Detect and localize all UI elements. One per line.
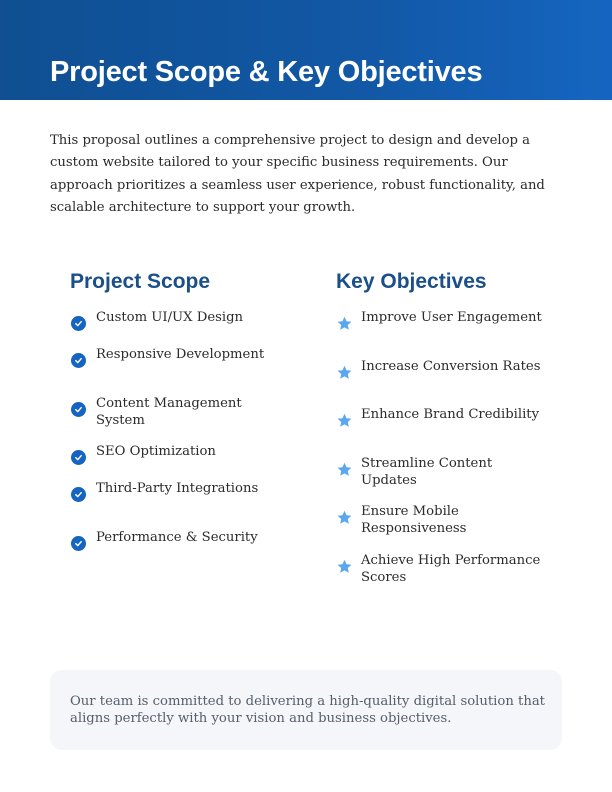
- scope-item-label: Third-Party Integrations: [96, 481, 259, 496]
- check-circle-icon: [71, 487, 86, 502]
- scope-item-label: SEO Optimization: [96, 444, 216, 459]
- scope-item: [71, 396, 251, 429]
- commitment-callout: [50, 670, 562, 750]
- objective-item: [336, 359, 551, 381]
- scope-item: [71, 310, 271, 331]
- objective-item: [336, 310, 551, 332]
- scope-item-label: Custom UI/UX Design: [96, 310, 244, 325]
- intro-paragraph: This proposal outlines a comprehensive project to design and develop a custom website tailored to your specific business requirements. Our approach prioritizes a seamless user experience, robust functionality, and scalable architecture to support your growth.: [50, 133, 545, 216]
- header-banner: [0, 0, 612, 100]
- objective-item-label: Ensure Mobile Responsiveness: [361, 504, 467, 536]
- objective-item-label: Achieve High Performance Scores: [361, 553, 541, 585]
- scope-item: [71, 444, 271, 465]
- objective-item-label: Increase Conversion Rates: [361, 359, 541, 374]
- star-icon: [336, 509, 353, 526]
- check-circle-icon: [71, 316, 86, 331]
- objective-item: [336, 407, 551, 429]
- page-title: Project Scope & Key Objectives: [50, 56, 483, 88]
- scope-item-label: Content Management System: [96, 396, 242, 428]
- star-icon: [336, 558, 353, 575]
- objective-item-label: Enhance Brand Credibility: [361, 407, 540, 422]
- check-circle-icon: [71, 536, 86, 551]
- key-objectives-heading: Key Objectives: [336, 270, 487, 293]
- scope-item: [71, 530, 271, 551]
- check-circle-icon: [71, 450, 86, 465]
- star-icon: [336, 364, 353, 381]
- objective-item: [336, 553, 551, 586]
- callout-text: Our team is committed to delivering a high-quality digital solution that aligns perfectly with your vision and business objectives.: [70, 694, 545, 726]
- project-scope-heading: Project Scope: [70, 270, 211, 293]
- objective-item-label: Improve User Engagement: [361, 310, 542, 325]
- star-icon: [336, 315, 353, 332]
- scope-item: [71, 481, 271, 502]
- scope-item-label: Responsive Development: [96, 347, 265, 362]
- star-icon: [336, 461, 353, 478]
- objective-item-label: Streamline Content Updates: [361, 456, 493, 488]
- objective-item: [336, 456, 536, 489]
- scope-item-label: Performance & Security: [96, 530, 258, 545]
- star-icon: [336, 412, 353, 429]
- check-circle-icon: [71, 353, 86, 368]
- objective-item: [336, 504, 536, 537]
- check-circle-icon: [71, 402, 86, 417]
- scope-item: [71, 347, 271, 368]
